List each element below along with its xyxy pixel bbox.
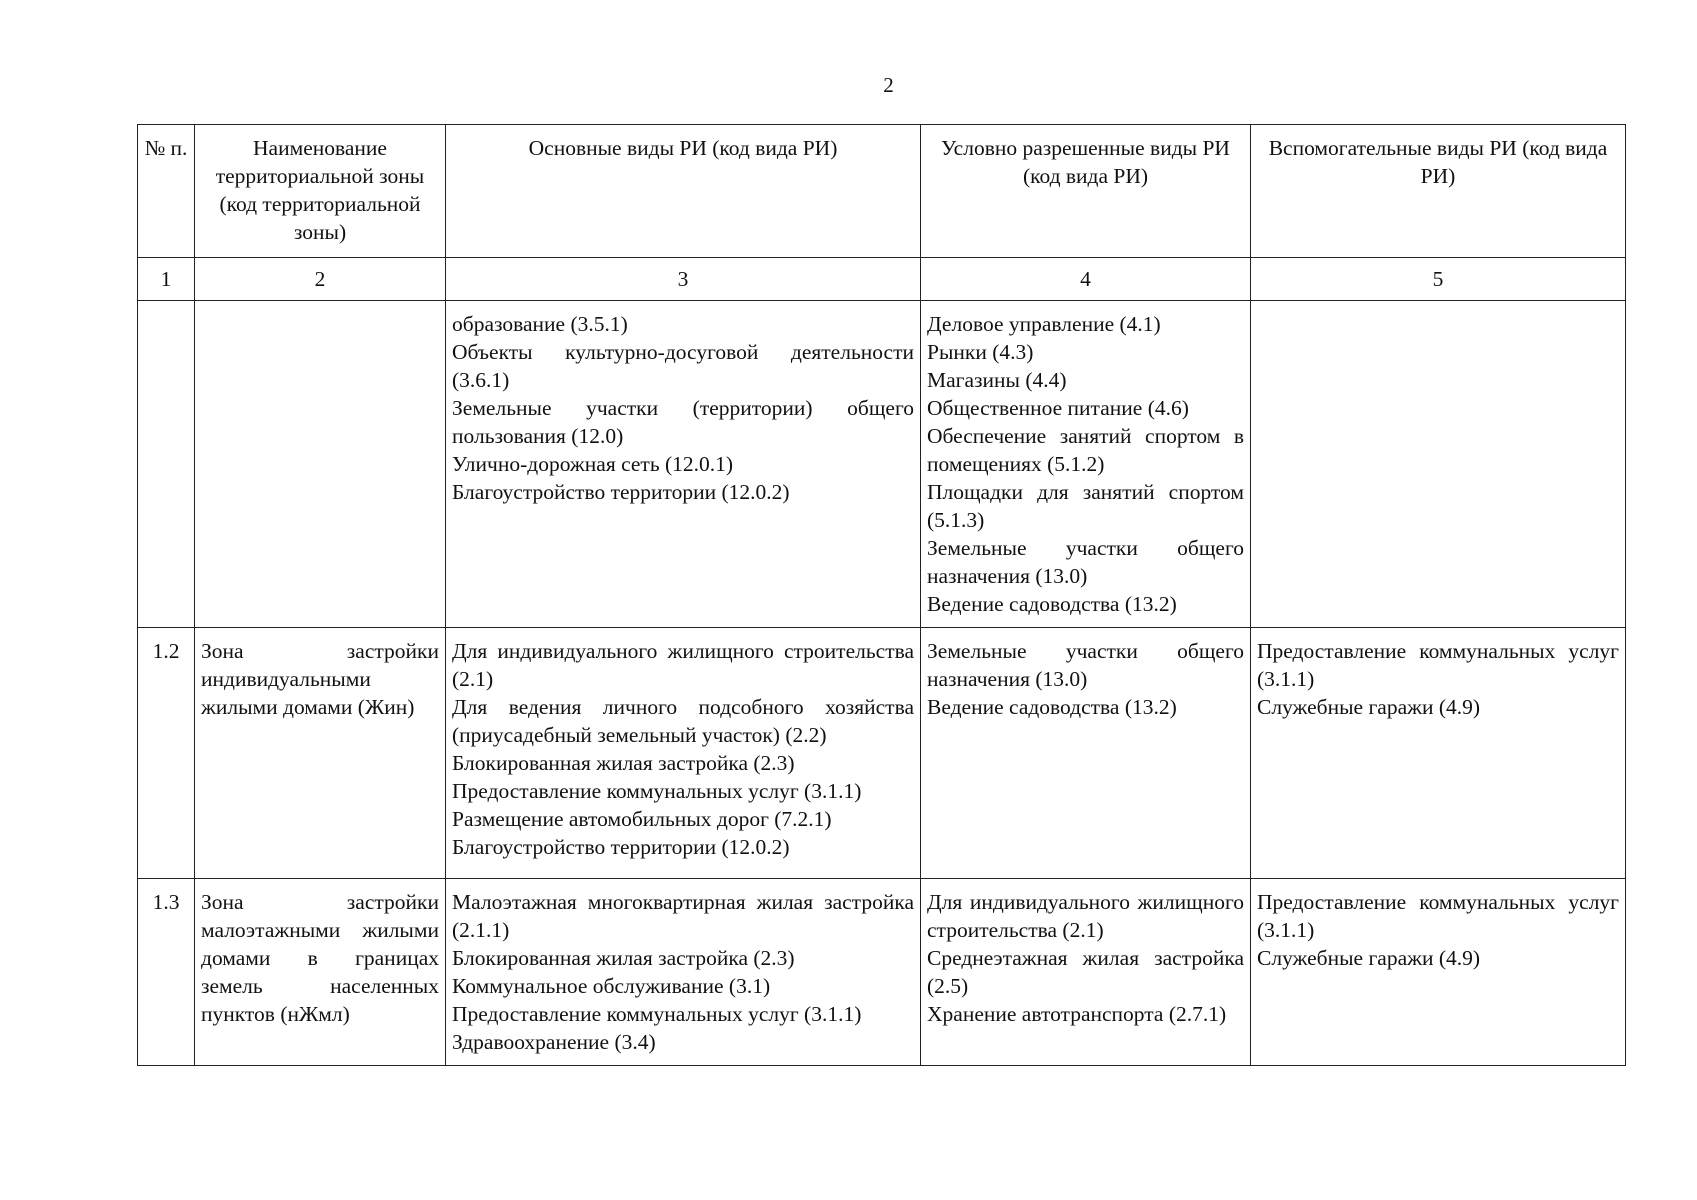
table-body: [138, 301, 1626, 1066]
conditional-use-item: Земельные участки общего назначения (13.0): [927, 536, 1244, 588]
zone-name-text: Зона застройки индивидуальными жилыми домами (Жин): [201, 639, 439, 719]
conditional-use-item: Рынки (4.3): [927, 340, 1034, 364]
conditional-uses-cell: [921, 879, 1251, 1066]
conditional-use-item: Земельные участки общего назначения (13.0): [927, 639, 1244, 691]
column-number: 5: [1251, 258, 1626, 301]
table-header-row: [138, 125, 1626, 258]
zone-name: [195, 879, 446, 1066]
main-use-item: Для ведения личного подсобного хозяйства (приусадебный земельный участок) (2.2): [452, 695, 914, 747]
main-use-item: Для индивидуального жилищного строительства (2.1): [452, 639, 914, 691]
table-row: [138, 628, 1626, 879]
conditional-use-item: Обеспечение занятий спортом в помещениях (5.1.2): [927, 424, 1244, 476]
conditional-use-item: Ведение садоводства (13.2): [927, 592, 1177, 616]
conditional-use-item: Хранение автотранспорта (2.7.1): [927, 1002, 1227, 1026]
header-auxiliary-uses: Вспомогательные виды РИ (код вида РИ): [1251, 125, 1626, 258]
page-number: 2: [883, 73, 894, 97]
table-row: [138, 301, 1626, 628]
conditional-use-item: Ведение садоводства (13.2): [927, 695, 1177, 719]
zone-name: [195, 628, 446, 879]
conditional-use-item: Деловое управление (4.1): [927, 312, 1161, 336]
auxiliary-uses-cell: [1251, 628, 1626, 879]
auxiliary-use-item: Предоставление коммунальных услуг (3.1.1): [1257, 639, 1619, 691]
main-use-item: Улично-дорожная сеть (12.0.1): [452, 452, 734, 476]
main-use-item: Предоставление коммунальных услуг (3.1.1): [452, 1002, 862, 1026]
column-number: 3: [446, 258, 921, 301]
column-number-row: [138, 258, 1626, 301]
main-use-item: Коммунальное обслуживание (3.1): [452, 974, 771, 998]
auxiliary-use-item: Предоставление коммунальных услуг (3.1.1): [1257, 890, 1619, 942]
zoning-table: [137, 124, 1626, 1066]
column-number: 4: [921, 258, 1251, 301]
main-uses-cell: [446, 301, 921, 628]
conditional-use-item: Магазины (4.4): [927, 368, 1067, 392]
main-use-item: Блокированная жилая застройка (2.3): [452, 751, 795, 775]
header-zone-name: Наименование территориальной зоны (код территориальной зоны): [195, 125, 446, 258]
main-use-item: Благоустройство территории (12.0.2): [452, 835, 790, 859]
main-use-item: Предоставление коммунальных услуг (3.1.1): [452, 779, 862, 803]
auxiliary-uses-cell: [1251, 301, 1626, 628]
main-use-item: Благоустройство территории (12.0.2): [452, 480, 790, 504]
conditional-use-item: Общественное питание (4.6): [927, 396, 1189, 420]
header-conditional-uses: Условно разрешенные виды РИ (код вида РИ): [921, 125, 1251, 258]
main-use-item: Блокированная жилая застройка (2.3): [452, 946, 795, 970]
header-number: № п.: [138, 125, 195, 258]
main-use-item: Малоэтажная многоквартирная жилая застройка (2.1.1): [452, 890, 914, 942]
auxiliary-uses-cell: [1251, 879, 1626, 1066]
row-number: [138, 301, 195, 628]
zone-name-text: Зона застройки малоэтажными жилыми домами в границах земель населенных пунктов (нЖмл): [201, 890, 439, 1026]
header-main-uses: Основные виды РИ (код вида РИ): [446, 125, 921, 258]
main-use-item: Объекты культурно-досуговой деятельности (3.6.1): [452, 340, 914, 392]
auxiliary-use-item: Служебные гаражи (4.9): [1257, 946, 1481, 970]
column-number: 2: [195, 258, 446, 301]
main-use-item: Здравоохранение (3.4): [452, 1030, 656, 1054]
conditional-use-item: Среднеэтажная жилая застройка (2.5): [927, 946, 1244, 998]
conditional-use-item: Площадки для занятий спортом (5.1.3): [927, 480, 1244, 532]
auxiliary-use-item: Служебные гаражи (4.9): [1257, 695, 1481, 719]
conditional-uses-cell: [921, 628, 1251, 879]
table-row: [138, 879, 1626, 1066]
conditional-use-item: Для индивидуального жилищного строительства (2.1): [927, 890, 1244, 942]
zone-name: [195, 301, 446, 628]
main-use-item: Земельные участки (территории) общего пользования (12.0): [452, 396, 914, 448]
row-number: 1.3: [138, 879, 195, 1066]
column-number: 1: [138, 258, 195, 301]
main-uses-cell: [446, 628, 921, 879]
main-use-item: Размещение автомобильных дорог (7.2.1): [452, 807, 832, 831]
main-uses-cell: [446, 879, 921, 1066]
conditional-uses-cell: [921, 301, 1251, 628]
main-use-item: образование (3.5.1): [452, 312, 628, 336]
row-number: 1.2: [138, 628, 195, 879]
